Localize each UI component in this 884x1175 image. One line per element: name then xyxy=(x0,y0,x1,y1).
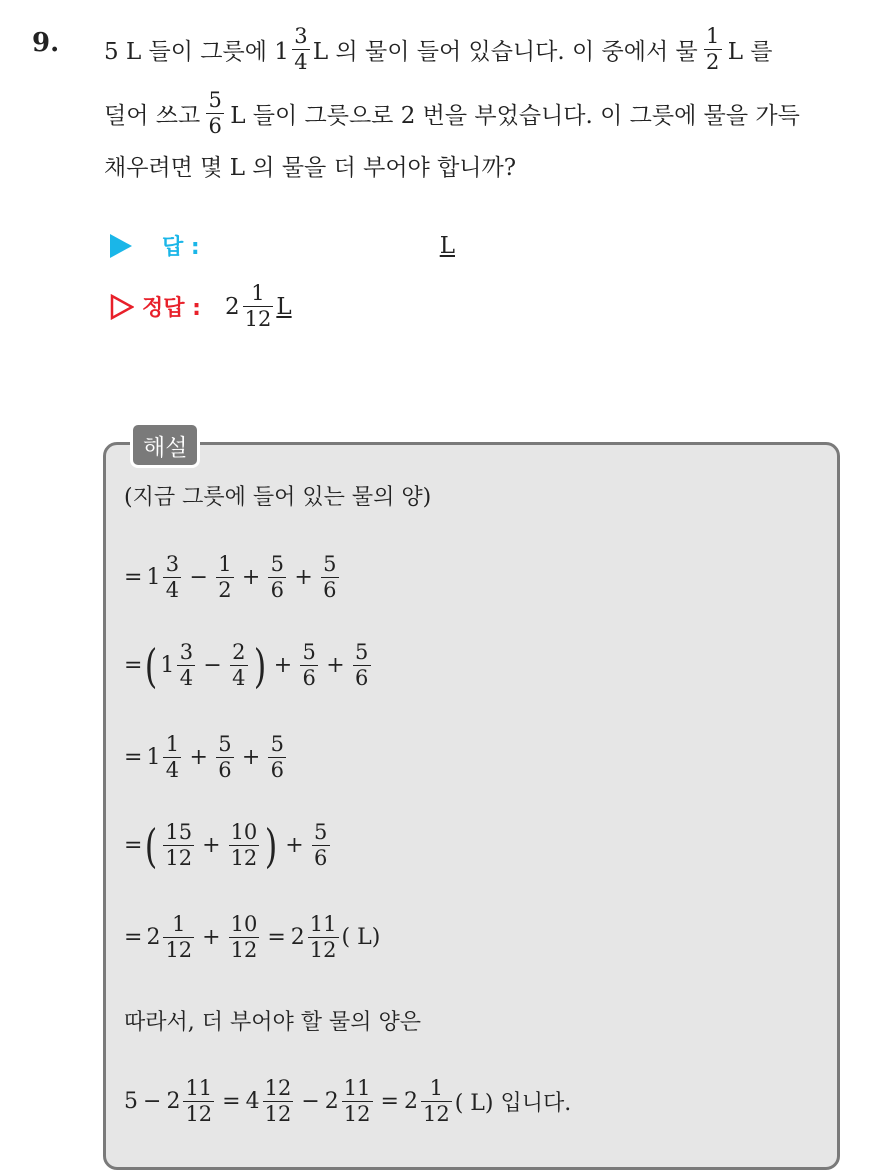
question-line-3: 채우려면 몇 L 의 물을 더 부어야 합니까? xyxy=(104,154,517,181)
fraction: $\frac{1}{2}$ xyxy=(704,26,722,73)
fraction: $\frac{1}{12}$ xyxy=(244,281,272,331)
solution-intro: (지금 그릇에 들어 있는 물의 양) xyxy=(124,485,432,510)
outline-triangle-icon xyxy=(110,294,134,320)
fraction: $\frac{3}{4}$ xyxy=(292,26,310,73)
answer-label: 답 : xyxy=(162,235,200,260)
solution-box xyxy=(103,442,840,1170)
solution-final: 5 − 2 $\frac{11}{12}$ = 4 $\frac{12}{12}$ − 2 $\frac{11}{12}$ = 2 $\frac{1}{12}$ ( L) 입니다. xyxy=(124,1076,572,1126)
correct-answer-label: 정답 : xyxy=(142,296,201,321)
solution-step-4: = ( $\frac{15}{12}$ + $\frac{10}{12}$ ) + $\frac{5}{6}$ xyxy=(124,822,333,869)
question-number: 9. xyxy=(32,28,60,58)
play-triangle-icon xyxy=(110,234,132,258)
answer-unit: L xyxy=(439,232,455,259)
solution-step-1: = 1 $\frac{3}{4}$ − $\frac{1}{2}$ + $\frac{5}{6}$ + $\frac{5}{6}$ xyxy=(124,554,342,601)
fraction: $\frac{5}{6}$ xyxy=(206,90,224,137)
answer-row xyxy=(110,230,455,261)
solution-step-3: = 1 $\frac{1}{4}$ + $\frac{5}{6}$ + $\frac{5}{6}$ xyxy=(124,734,289,781)
correct-answer-row: 정답 : 2 $\frac{1}{12}$ L xyxy=(110,283,292,330)
solution-step-5: = 2 $\frac{1}{12}$ + $\frac{10}{12}$ = 2 $\frac{11}{12}$ ( L) xyxy=(124,912,381,962)
solution-conclusion: 따라서, 더 부어야 할 물의 양은 xyxy=(124,1010,421,1035)
question-line-2: 덜어 쓰고 $\frac{5}{6}$ L 들이 그릇으로 2 번을 부었습니다. 이 그릇에 물을 가득 xyxy=(104,87,800,138)
question-line-1: 5 L 들이 그릇에 1 $\frac{3}{4}$ L 의 물이 들어 있습니다. 이 중에서 물 $\frac{1}{2}$ L 를 xyxy=(104,23,773,74)
solution-step-2: = ( 1 $\frac{3}{4}$ − $\frac{2}{4}$ ) + $\frac{5}{6}$ + $\frac{5}{6}$ xyxy=(124,642,374,689)
solution-tag: 해설 xyxy=(130,422,200,468)
